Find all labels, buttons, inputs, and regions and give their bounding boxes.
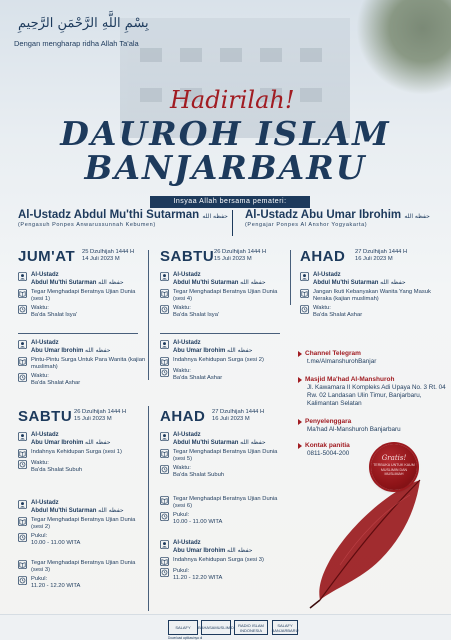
- session-card: Al-Ustadz Abdul Mu'thi Sutarman حفظه الله Tegar Menghadapi Beratnya Ujian Dunia (sesi 1) Waktu: Ba'da Shalat Isya': [18, 272, 146, 321]
- session-card: Al-Ustadz Abdul Mu'thi Sutarman حفظه الله Tegar Menghadapi Beratnya Ujian Dunia (sesi 5) Waktu: Ba'da Shalat Subuh: [160, 432, 288, 481]
- event-title-line2: BANJARBARU: [84, 148, 367, 187]
- person-icon: [18, 432, 27, 441]
- logo-salafy: SALAFY: [168, 620, 198, 635]
- clock-icon: [300, 305, 309, 314]
- speaker-1-role: (Pengasuh Ponpes Anwarussunnah Kebumen): [18, 222, 156, 228]
- date-sabtu: 26 Dzulhijah 1444 H 15 Juli 2023 M: [214, 249, 267, 262]
- clock-icon: [18, 305, 27, 314]
- person-icon: [18, 272, 27, 281]
- bismillah-calligraphy: بِسْمِ اللَّهِ الرَّحْمَنِ الرَّحِيمِ: [18, 16, 149, 31]
- person-icon: [300, 272, 309, 281]
- book-icon: [160, 289, 169, 298]
- info-location: Masjid Ma'had Al-Manshuroh Jl. Kawamara II Kompleks Adi Upaya No. 3 Rt. 04 Rw. 02 Landasan Ulin Timur, Banjarbaru, Kalimantan Selatan: [298, 376, 448, 408]
- speaker-2: [245, 209, 430, 228]
- session-card: Al-Ustadz Abu Umar Ibrohim حفظه الله Indahnya Kehidupan Surga (sesi 1) Waktu: Ba'da Shalat Subuh: [18, 432, 146, 476]
- free-seal-badge: Gratis! TERBUKA UNTUK KAUM MUSLIMIN DAN MUSLIMAH: [371, 444, 417, 490]
- session-card: Al-Ustadz Abu Umar Ibrohim حفظه الله Indahnya Kehidupan Surga (sesi 3) Pukul: 11.20 - 12.20 WITA: [160, 540, 288, 584]
- tree-foliage: [356, 0, 451, 95]
- date-jumat: 25 Dzulhijah 1444 H 14 Juli 2023 M: [82, 249, 135, 262]
- clock-icon: [18, 576, 27, 585]
- speakers-intro: Insyaa Allah bersama pemateri:: [150, 196, 310, 208]
- logo-radio-islam: RADIO ISLAM INDONESIA: [234, 620, 268, 635]
- blessing-text: Dengan mengharap ridha Allah Ta'ala: [14, 39, 139, 48]
- clock-icon: [160, 512, 169, 521]
- speaker-2-role: (Pengajar Ponpes Al Anshor Yogyakarta): [245, 222, 368, 228]
- info-telegram: Channel Telegram t.me/AlmanshurohBanjar: [298, 350, 448, 366]
- clock-icon: [18, 373, 27, 382]
- row-divider-2: [160, 333, 280, 334]
- book-icon: [160, 449, 169, 458]
- book-icon: [18, 517, 27, 526]
- col-divider-2: [290, 250, 291, 305]
- person-icon: [160, 272, 169, 281]
- person-icon: [160, 340, 169, 349]
- day-sabtu: SABTU: [160, 248, 215, 265]
- clock-icon: [160, 305, 169, 314]
- book-icon: [18, 289, 27, 298]
- session-card: Al-Ustadz Abdul Mu'thi Sutarman حفظه الله Jangan Ikuti Kebanyakan Wanita Yang Masuk Neraka (kajian muslimah) Waktu: Ba'da Shalat Ashar: [300, 272, 440, 321]
- session-card: Al-Ustadz Abu Umar Ibrohim حفظه الله Pintu-Pintu Surga Untuk Para Wanita (kajian muslimah) Waktu: Ba'da Shalat Ashar: [18, 340, 146, 389]
- clock-icon: [18, 533, 27, 542]
- info-contact: Kontak panitia 0811-5004-200: [298, 442, 448, 458]
- book-icon: [300, 289, 309, 298]
- event-title-line1: DAUROH ISLAM: [60, 114, 391, 153]
- book-icon: [18, 560, 27, 569]
- book-icon: [160, 557, 169, 566]
- date-sabtu-2: 26 Dzulhijah 1444 H 15 Juli 2023 M: [74, 409, 127, 422]
- col-divider-3: [148, 406, 149, 611]
- person-icon: [160, 540, 169, 549]
- session-card: Tegar Menghadapi Beratnya Ujian Dunia (sesi 6) Pukul: 10.00 - 11.00 WITA: [160, 496, 288, 528]
- clock-icon: [160, 368, 169, 377]
- speaker-1: [18, 209, 228, 228]
- book-icon: [18, 357, 27, 366]
- book-icon: [18, 449, 27, 458]
- clock-icon: [160, 465, 169, 474]
- person-icon: [18, 500, 27, 509]
- row-divider-1: [18, 333, 138, 334]
- date-ahad: 27 Dzulhijah 1444 H 16 Juli 2023 M: [355, 249, 408, 262]
- session-card: Tegar Menghadapi Beratnya Ujian Dunia (sesi 3) Pukul: 11.20 - 12.20 WITA: [18, 560, 146, 592]
- download-note: Download aplikasinya di: [168, 636, 203, 640]
- speaker-2-honorific: حفظه الله: [404, 213, 430, 220]
- contact-phone[interactable]: 0811-5004-200: [307, 450, 350, 457]
- telegram-link[interactable]: t.me/AlmanshurohBanjar: [307, 358, 377, 365]
- day-ahad-2: AHAD: [160, 408, 206, 425]
- logo-salafy-banjarbaru: SALAFY BANJARBARU: [272, 620, 298, 635]
- invite-heading: Hadirilah!: [170, 86, 295, 114]
- session-card: Al-Ustadz Abdul Mu'thi Sutarman حفظه الله Tegar Menghadapi Beratnya Ujian Dunia (sesi 4) Waktu: Ba'da Shalat Isya': [160, 272, 288, 321]
- date-ahad-2: 27 Dzulhijah 1444 H 16 Juli 2023 M: [212, 409, 265, 422]
- clock-icon: [160, 568, 169, 577]
- speakers-divider: [232, 210, 233, 236]
- day-ahad: AHAD: [300, 248, 346, 265]
- address-text: Jl. Kawamara II Kompleks Adi Upaya No. 3 Rt. 04 Rw. 02 Landasan Ulin Timur, Banjarbaru, Kalimantan Selatan: [307, 384, 446, 407]
- session-card: Al-Ustadz Abdul Mu'thi Sutarman حفظه الله Tegar Menghadapi Beratnya Ujian Dunia (sesi 2) Pukul: 10.00 - 11.00 WITA: [18, 500, 146, 549]
- logo-bahasamuslim: BAHASAMUSLIMID: [201, 620, 231, 635]
- footer-logos: [0, 614, 451, 640]
- col-divider-1: [148, 250, 149, 380]
- speaker-1-name: Al-Ustadz Abdul Mu'thi Sutarman: [18, 209, 200, 221]
- quill-feather-icon: [290, 470, 430, 610]
- book-icon: [160, 357, 169, 366]
- speaker-1-honorific: حفظه الله: [202, 213, 228, 220]
- speaker-2-name: Al-Ustadz Abu Umar Ibrohim: [245, 209, 402, 221]
- day-jumat: JUM'AT: [18, 248, 76, 265]
- session-card: Al-Ustadz Abu Umar Ibrohim حفظه الله Indahnya Kehidupan Surga (sesi 2) Waktu: Ba'da Shalat Ashar: [160, 340, 288, 384]
- info-organizer: Penyelenggara Ma'had Al-Manshuroh Banjarbaru: [298, 418, 448, 434]
- book-icon: [160, 496, 169, 505]
- person-icon: [160, 432, 169, 441]
- person-icon: [18, 340, 27, 349]
- header-banner: [0, 0, 451, 198]
- clock-icon: [18, 460, 27, 469]
- day-sabtu-2: SABTU: [18, 408, 73, 425]
